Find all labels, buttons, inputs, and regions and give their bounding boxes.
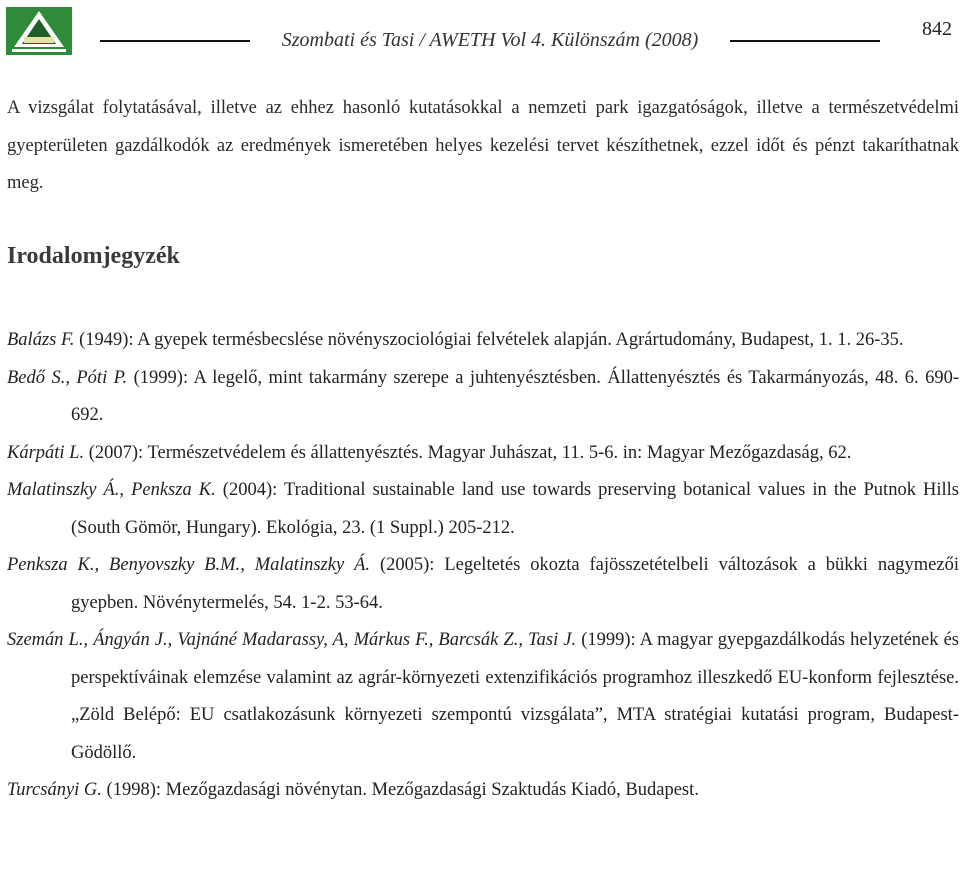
reference-text: (1999): A magyar gyepgazdálkodás helyzetének és perspektíváinak elemzése valamint az agrár-környezeti extenzifikációs programhoz illeszkedő EU-konform fejlesztése. „Zöld Belépő: EU csatlakozásunk környezeti szempontú vizsgálata”, MTA stratégiai kutatási program, Budapest-Gödöllő.: [71, 630, 959, 763]
reference-item: [7, 360, 959, 435]
reference-authors: Penksza K., Benyovszky B.M., Malatinszky Á.: [7, 555, 371, 575]
header-rule-left: [100, 40, 250, 42]
reference-text: (2007): Természetvédelem és állattenyésztés. Magyar Juhászat, 11. 5-6. in: Magyar Mezőgazdaság, 62.: [84, 442, 852, 463]
reference-item: [7, 435, 959, 473]
reference-authors: Szemán L., Ángyán J., Vajnáné Madarassy, A, Márkus F., Barcsák Z., Tasi J.: [7, 630, 577, 650]
reference-authors: Balázs F.: [7, 330, 75, 350]
section-title: Irodalomjegyzék: [7, 243, 180, 269]
page-header: [0, 0, 960, 62]
reference-text: (1949): A gyepek termésbecslése növényszociológiai felvételek alapján. Agrártudomány, Budapest, 1. 1. 26-35.: [74, 330, 904, 350]
body-paragraph: A vizsgálat folytatásával, illetve az ehhez hasonló kutatásokkal a nemzeti park igazgatóságok, illetve a természetvédelmi gyepterületen gazdálkodók az eredmények ismeretében helyes kezelési tervet készíthetnek, ezzel időt és pénzt takaríthatnak meg.: [7, 98, 959, 193]
reference-text: (1999): A legelő, mint takarmány szerepe a juhtenyésztésben. Állattenyésztés és Takarmányozás, 48. 6. 690-692.: [71, 367, 959, 425]
reference-authors: Malatinszky Á., Penksza K.: [7, 480, 216, 500]
reference-authors: Kárpáti L.: [7, 442, 85, 463]
page-number: 842: [922, 18, 952, 40]
reference-item: [7, 547, 959, 622]
journal-logo-icon: [6, 7, 72, 55]
journal-title: Szombati és Tasi / AWETH Vol 4. Különszám (2008): [281, 29, 699, 51]
header-rule-right: [730, 40, 880, 42]
reference-text: (2005): Legeltetés okozta fajösszetételbeli változások a bükki nagymezői gyepben. Növénytermelés, 54. 1-2. 53-64.: [71, 555, 959, 613]
reference-item: [7, 772, 959, 810]
reference-text: (2004): Traditional sustainable land use towards preserving botanical values in the Putnok Hills (South Gömör, Hungary). Ekológia, 23. (1 Suppl.) 205-212.: [71, 480, 959, 538]
reference-authors: Turcsányi G.: [7, 780, 102, 800]
reference-item: [7, 622, 959, 772]
reference-text: (1998): Mezőgazdasági növénytan. Mezőgazdasági Szaktudás Kiadó, Budapest.: [101, 780, 699, 800]
reference-item: [7, 322, 959, 360]
reference-list: [7, 322, 959, 810]
reference-item: [7, 472, 959, 547]
reference-authors: Bedő S., Póti P.: [7, 367, 128, 388]
